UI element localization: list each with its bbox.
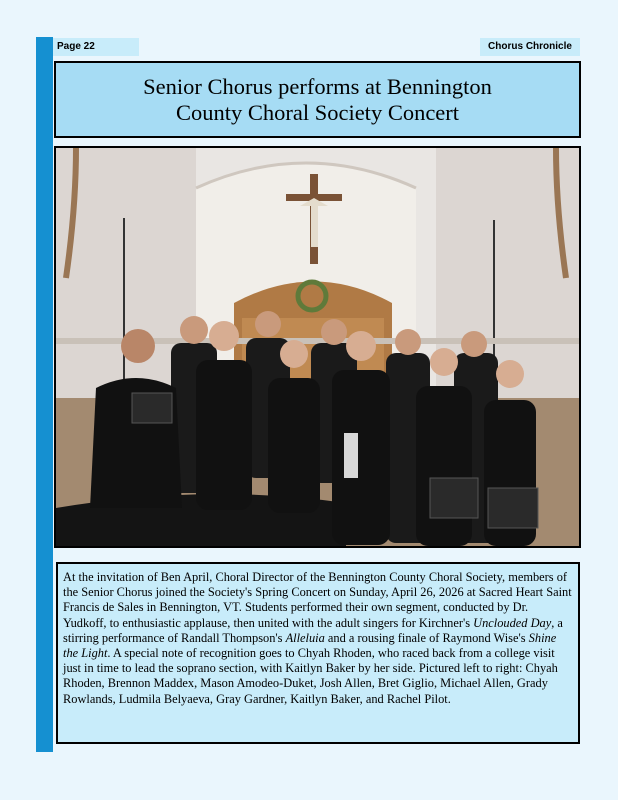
group-photo-illustration <box>56 148 579 546</box>
caption-text-4: . A special note of recognition goes to Chyah Rhoden, who raced back from a college visit just in time to lead the soprano section, with Kaitlyn Baker by her side. Pictured left to right: Chyah Rhoden, Brennon Maddex, Mason Amodeo-Duket, Josh Allen, Bret Giglio, Michael Allen, Grady Rowlands, Ludmila Belyaeva, Gray Gardner, Kaitlyn Baker, and Rachel Pilot. <box>63 646 558 706</box>
song-title-shine-the-light: Shine the Light <box>63 630 557 661</box>
publication-name: Chorus Chronicle <box>480 38 580 56</box>
caption-text-3: and a rousing finale of Raymond Wise's <box>324 630 529 645</box>
page-number: Page 22 <box>53 38 139 56</box>
headline-box <box>54 61 581 138</box>
caption-text-1: At the invitation of Ben April, Choral Director of the Bennington County Choral Society, members of the Senior Chorus joined the Society's Spring Concert on Sunday, April 26, 2026 at Sacred Heart Saint Francis de Sales in Bennington, VT. Students performed their own segment, conducted by Dr. Yudkoff, to enthusiastic applause, then united with the adult singers for Kirchner's <box>63 570 572 630</box>
sidebar-accent-bar <box>36 37 53 752</box>
headline-line-2: County Choral Society Concert <box>175 99 460 125</box>
group-photo <box>54 146 581 548</box>
song-title-unclouded-day: Unclouded Day <box>473 615 552 630</box>
headline-line-1: Senior Chorus performs at Bennington <box>143 73 492 99</box>
caption-text-2: , a stirring performance of Randall Thompson's <box>63 615 563 645</box>
song-title-alleluia: Alleluia <box>285 630 325 645</box>
photo-caption <box>56 562 580 744</box>
